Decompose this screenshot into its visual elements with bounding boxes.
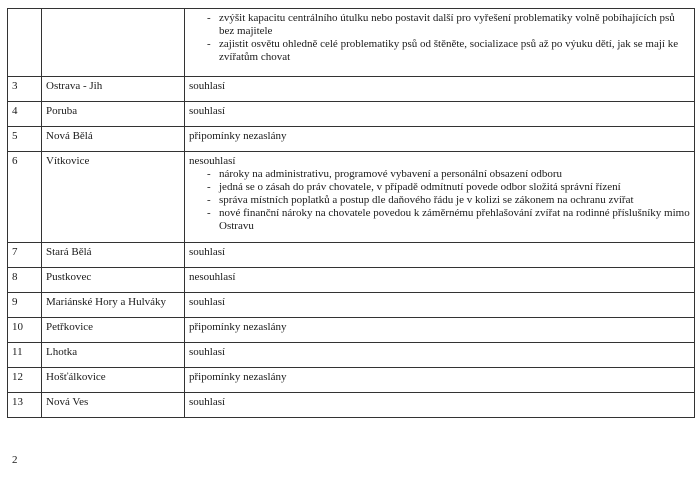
district-status: souhlasí — [185, 77, 695, 102]
comment-point: - zvýšit kapacitu centrálního útulku nebo postavit další pro vyřešení problematiky volně pobíhajících psů bez majitele — [207, 12, 690, 38]
table-row — [8, 393, 695, 418]
comment-points — [189, 168, 690, 233]
district-status: připomínky nezaslány — [185, 368, 695, 393]
row-number: 10 — [8, 318, 42, 343]
table-row — [8, 268, 695, 293]
district-name: Mariánské Hory a Hulváky — [42, 293, 185, 318]
table-row — [8, 293, 695, 318]
row-number: 7 — [8, 243, 42, 268]
table-row — [8, 318, 695, 343]
district-status: souhlasí — [185, 393, 695, 418]
district-status: souhlasí — [185, 102, 695, 127]
row-number: 6 — [8, 152, 42, 243]
table-row — [8, 102, 695, 127]
comment-points — [189, 12, 690, 64]
row-number: 11 — [8, 343, 42, 368]
district-name: Vítkovice — [42, 152, 185, 243]
district-name: Nová Bělá — [42, 127, 185, 152]
table-row — [8, 127, 695, 152]
row-number: 12 — [8, 368, 42, 393]
row-number: 9 — [8, 293, 42, 318]
comment-point: - jedná se o zásah do práv chovatele, v případě odmítnutí povede odbor složitá správní řízení — [207, 181, 690, 194]
table-row — [8, 368, 695, 393]
district-status: nesouhlasí — [185, 268, 695, 293]
district-status: souhlasí — [185, 343, 695, 368]
district-cell — [42, 9, 185, 77]
comment-cell — [185, 152, 695, 243]
row-number: 8 — [8, 268, 42, 293]
district-name: Lhotka — [42, 343, 185, 368]
number-cell — [8, 9, 42, 77]
comment-cell — [185, 9, 695, 77]
comment-point: - zajistit osvětu ohledně celé problematiky psů od štěněte, socializace psů až po výuku dětí, jak se mají ke zvířatům chovat — [207, 38, 690, 64]
table-row — [8, 343, 695, 368]
table-row — [8, 152, 695, 243]
district-name: Poruba — [42, 102, 185, 127]
comment-point: - správa místních poplatků a postup dle daňového řádu je v kolizi se zákonem na ochranu zvířat — [207, 194, 690, 207]
row-number: 5 — [8, 127, 42, 152]
district-name: Nová Ves — [42, 393, 185, 418]
page-number: 2 — [12, 454, 18, 466]
district-status: souhlasí — [185, 293, 695, 318]
table-row — [8, 243, 695, 268]
district-status: nesouhlasí — [189, 155, 236, 167]
table-row-continued — [8, 9, 695, 77]
district-status: připomínky nezaslány — [185, 318, 695, 343]
comment-point: - nové finanční nároky na chovatele povedou k záměrnému přehlašování zvířat na rodinné příslušníky mimo Ostravu — [207, 207, 690, 233]
row-number: 13 — [8, 393, 42, 418]
district-name: Petřkovice — [42, 318, 185, 343]
district-name: Pustkovec — [42, 268, 185, 293]
district-name: Ostrava - Jih — [42, 77, 185, 102]
table-row — [8, 77, 695, 102]
comment-point: - nároky na administrativu, programové vybavení a personální obsazení odboru — [207, 168, 690, 181]
row-number: 4 — [8, 102, 42, 127]
district-name: Stará Bělá — [42, 243, 185, 268]
row-number: 3 — [8, 77, 42, 102]
district-name: Hošťálkovice — [42, 368, 185, 393]
district-status: souhlasí — [185, 243, 695, 268]
district-status: připomínky nezaslány — [185, 127, 695, 152]
districts-comments-table — [7, 8, 695, 418]
